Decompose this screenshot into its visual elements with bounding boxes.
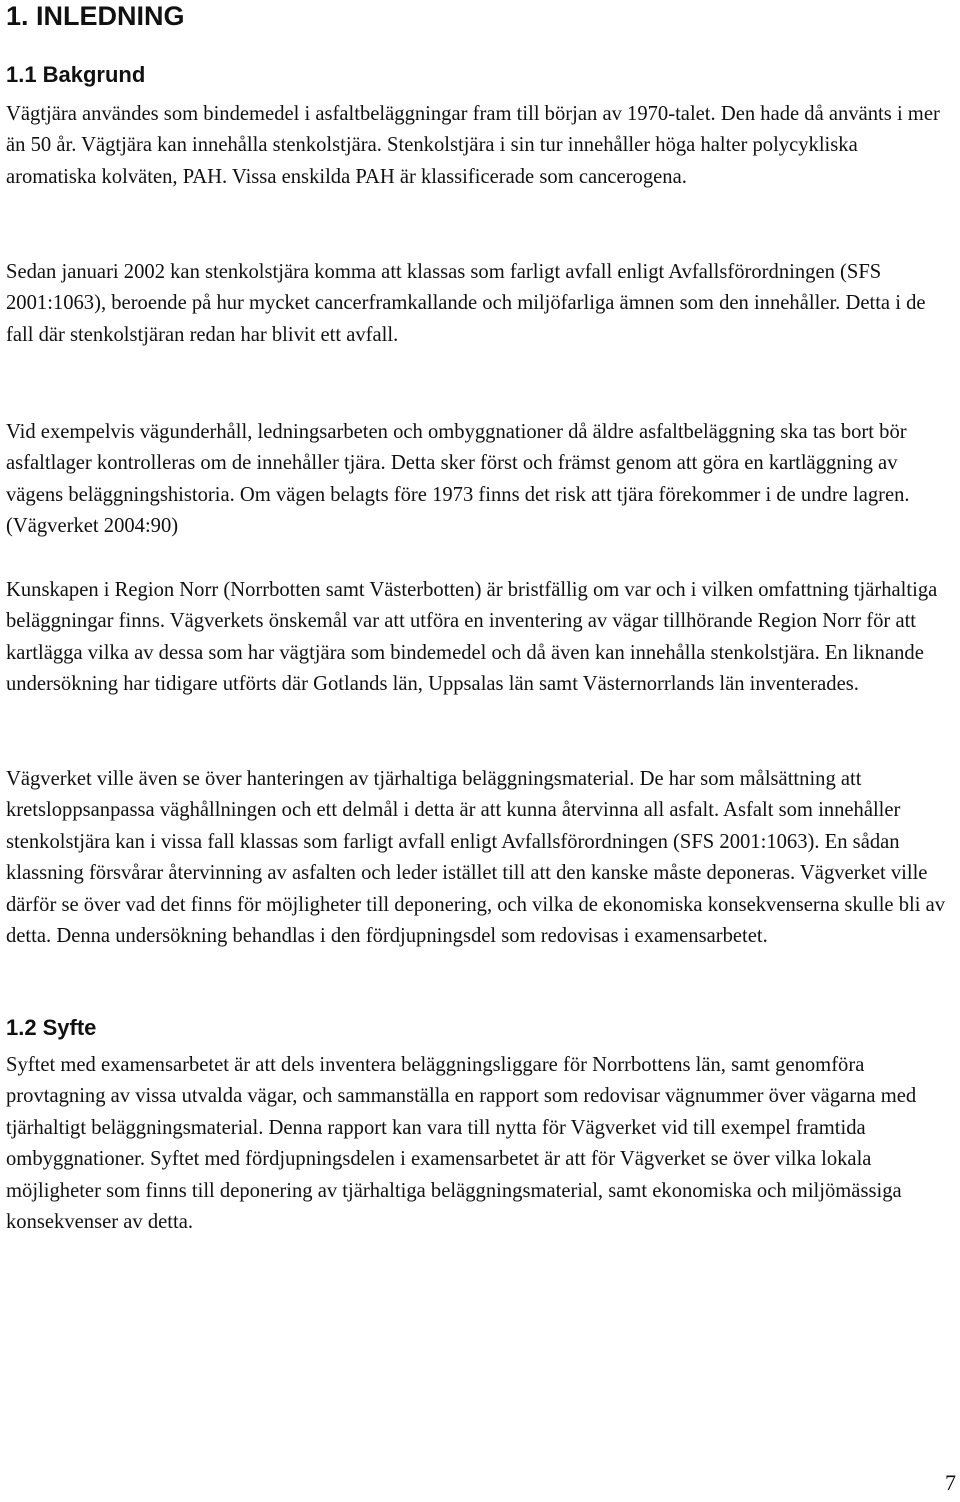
paragraph: Vid exempelvis vägunderhåll, ledningsarbeten och ombyggnationer då äldre asfaltbeläggning ska tas bort bör asfaltlager kontrolleras om de innehåller tjära. Detta sker först och främst genom att göra en kartläggning av vägens beläggningshistoria. Om vägen belagts före 1973 finns det risk att tjära förekommer i de undre lagren. (Vägverket 2004:90)	[6, 421, 910, 538]
section-number: 1.2	[6, 1015, 37, 1040]
paragraph: Syftet med examensarbetet är att dels inventera beläggningsliggare för Norrbottens län, samt genomföra provtagning av vissa utvalda vägar, och sammanställa en rapport som redovisar vägnummer över vägarna med tjärhaltigt beläggningsmaterial. Denna rapport kan vara till nytta för Vägverket vid till exempel framtida ombyggnationer. Syftet med fördjupningsdelen i examensarbetet är att för Vägverket se över vilka lokala möjligheter som finns till deponering av tjärhaltiga beläggningsmaterial, samt ekonomiska och miljömässiga konsekvenser av detta.	[6, 1054, 917, 1234]
section-heading-syfte	[6, 1014, 96, 1042]
chapter-title: 1. INLEDNING	[6, 1, 185, 31]
section-number: 1.1	[6, 62, 37, 87]
paragraph: Vägverket ville även se över hanteringen av tjärhaltiga beläggningsmaterial. De har som målsättning att kretsloppsanpassa väghållningen och ett delmål i detta är att kunna återvinna all asfalt. Asfalt som innehåller stenkolstjära kan i vissa fall klassas som farligt avfall enligt Avfallsförordningen (SFS 2001:1063). En sådan klassning försvårar återvinning av asfalten och leder istället till att den kanske måste deponeras. Vägverket ville därför se över vad det finns för möjligheter till deponering, och vilka de ekonomiska konsekvenserna skulle bli av detta. Denna undersökning behandlas i den fördjupningsdel som redovisas i examensarbetet.	[6, 768, 946, 948]
page-number: 7	[945, 1470, 956, 1495]
section-heading-bakgrund	[6, 61, 145, 89]
paragraph: Sedan januari 2002 kan stenkolstjära komma att klassas som farligt avfall enligt Avfallsförordningen (SFS 2001:1063), beroende på hur mycket cancerframkallande och miljöfarliga ämnen som den innehåller. Detta i de fall där stenkolstjäran redan har blivit ett avfall.	[6, 261, 926, 346]
paragraph: Kunskapen i Region Norr (Norrbotten samt Västerbotten) är bristfällig om var och i vilken omfattning tjärhaltiga beläggningar finns. Vägverkets önskemål var att utföra en inventering av vägar tillhörande Region Norr för att kartlägga vilka av dessa som har vägtjära som bindemedel och då även kan innehålla stenkolstjära. En liknande undersökning har tidigare utförts där Gotlands län, Uppsalas län samt Västernorrlands län inventerades.	[6, 579, 938, 696]
paragraph: Vägtjära användes som bindemedel i asfaltbeläggningar fram till början av 1970-talet. Den hade då använts i mer än 50 år. Vägtjära kan innehålla stenkolstjära. Stenkolstjära i sin tur innehåller höga halter polycykliska aromatiska kolväten, PAH. Vissa enskilda PAH är klassificerade som cancerogena.	[6, 103, 940, 188]
section-title: Syfte	[42, 1015, 97, 1040]
section-title: Bakgrund	[42, 62, 146, 87]
